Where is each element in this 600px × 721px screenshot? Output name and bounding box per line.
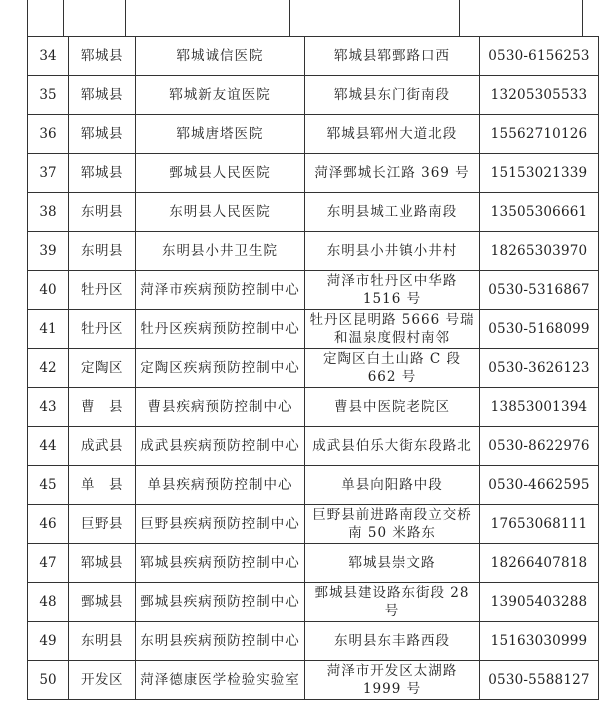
table-row [28, 37, 599, 76]
phone-cell: 0530-4662595 [480, 466, 599, 505]
table-row [28, 349, 599, 388]
institution-cell: 菏泽德康医学检验实验室 [136, 661, 305, 700]
row-number-cell: 39 [28, 232, 69, 271]
row-number-cell: 37 [28, 154, 69, 193]
address-cell: 单县向阳路中段 [305, 466, 480, 505]
table-row [28, 466, 599, 505]
row-number-cell: 43 [28, 388, 69, 427]
institution-cell: 东明县小井卫生院 [136, 232, 305, 271]
address-cell: 东明县小井镇小井村 [305, 232, 480, 271]
table-row [28, 310, 599, 349]
address-cell: 郓城县崇文路 [305, 544, 480, 583]
row-number-cell: 44 [28, 427, 69, 466]
table-row [28, 232, 599, 271]
county-cell: 郓城县 [69, 544, 136, 583]
table-row [28, 388, 599, 427]
phone-cell: 13505306661 [480, 193, 599, 232]
county-cell: 曹 县 [69, 388, 136, 427]
county-cell: 牡丹区 [69, 310, 136, 349]
institution-cell: 郓城新友谊医院 [136, 76, 305, 115]
row-number-cell: 48 [28, 583, 69, 622]
institution-cell: 东明县人民医院 [136, 193, 305, 232]
phone-cell: 0530-8622976 [480, 427, 599, 466]
table-row [28, 661, 599, 700]
address-cell: 鄄城县建设路东街段 28 号 [305, 583, 480, 622]
county-cell: 开发区 [69, 661, 136, 700]
county-cell: 郓城县 [69, 115, 136, 154]
row-number-cell: 46 [28, 505, 69, 544]
row-number-cell: 38 [28, 193, 69, 232]
institution-cell: 定陶区疾病预防控制中心 [136, 349, 305, 388]
table-row [28, 115, 599, 154]
table-row [28, 622, 599, 661]
county-cell: 成武县 [69, 427, 136, 466]
address-cell: 东明县城工业路南段 [305, 193, 480, 232]
county-cell: 单 县 [69, 466, 136, 505]
phone-cell: 18265303970 [480, 232, 599, 271]
row-number-cell: 36 [28, 115, 69, 154]
address-cell: 成武县伯乐大街东段路北 [305, 427, 480, 466]
table-row [28, 76, 599, 115]
row-number-cell: 45 [28, 466, 69, 505]
county-cell: 巨野县 [69, 505, 136, 544]
institution-cell: 郓城唐塔医院 [136, 115, 305, 154]
phone-cell: 15153021339 [480, 154, 599, 193]
county-cell: 郓城县 [69, 76, 136, 115]
table-row [28, 427, 599, 466]
county-cell: 郓城县 [69, 37, 136, 76]
institution-cell: 曹县疾病预防控制中心 [136, 388, 305, 427]
address-cell: 郓城县郓州大道北段 [305, 115, 480, 154]
table-body [28, 37, 599, 700]
phone-cell: 15562710126 [480, 115, 599, 154]
phone-cell: 15163030999 [480, 622, 599, 661]
phone-cell: 18266407818 [480, 544, 599, 583]
address-cell: 郓城县郓鄄路口西 [305, 37, 480, 76]
institution-cell: 鄄城县疾病预防控制中心 [136, 583, 305, 622]
address-cell: 菏泽市牡丹区中华路 1516 号 [305, 271, 480, 310]
institution-cell: 巨野县疾病预防控制中心 [136, 505, 305, 544]
phone-cell: 13853001394 [480, 388, 599, 427]
county-cell: 东明县 [69, 622, 136, 661]
county-cell: 定陶区 [69, 349, 136, 388]
phone-cell: 17653068111 [480, 505, 599, 544]
phone-cell: 13205305533 [480, 76, 599, 115]
institution-cell: 东明县疾病预防控制中心 [136, 622, 305, 661]
row-number-cell: 47 [28, 544, 69, 583]
phone-cell: 0530-5316867 [480, 271, 599, 310]
institution-cell: 郓城县疾病预防控制中心 [136, 544, 305, 583]
county-cell: 东明县 [69, 193, 136, 232]
row-number-cell: 49 [28, 622, 69, 661]
county-cell: 东明县 [69, 232, 136, 271]
row-number-cell: 42 [28, 349, 69, 388]
table-top-continuation [27, 0, 583, 36]
table-row [28, 271, 599, 310]
county-cell: 牡丹区 [69, 271, 136, 310]
institution-cell: 单县疾病预防控制中心 [136, 466, 305, 505]
address-cell: 定陶区白土山路 C 段 662 号 [305, 349, 480, 388]
address-cell: 东明县东丰路西段 [305, 622, 480, 661]
county-cell: 郓城县 [69, 154, 136, 193]
row-number-cell: 35 [28, 76, 69, 115]
row-number-cell: 34 [28, 37, 69, 76]
table-row [28, 505, 599, 544]
institution-cell: 成武县疾病预防控制中心 [136, 427, 305, 466]
county-cell: 鄄城县 [69, 583, 136, 622]
table-row [28, 193, 599, 232]
institution-cell: 牡丹区疾病预防控制中心 [136, 310, 305, 349]
phone-cell: 0530-5588127 [480, 661, 599, 700]
address-cell: 牡丹区昆明路 5666 号瑞和温泉度假村南邻 [305, 310, 480, 349]
row-number-cell: 40 [28, 271, 69, 310]
table-row [28, 544, 599, 583]
testing-institutions-table [27, 36, 599, 700]
table-row [28, 583, 599, 622]
phone-cell: 0530-6156253 [480, 37, 599, 76]
phone-cell: 0530-3626123 [480, 349, 599, 388]
institution-cell: 鄄城县人民医院 [136, 154, 305, 193]
address-cell: 曹县中医院老院区 [305, 388, 480, 427]
address-cell: 巨野县前进路南段立交桥南 50 米路东 [305, 505, 480, 544]
address-cell: 菏泽市开发区太湖路 1999 号 [305, 661, 480, 700]
institution-cell: 菏泽市疾病预防控制中心 [136, 271, 305, 310]
row-number-cell: 50 [28, 661, 69, 700]
phone-cell: 13905403288 [480, 583, 599, 622]
institution-cell: 郓城诚信医院 [136, 37, 305, 76]
address-cell: 郓城县东门街南段 [305, 76, 480, 115]
address-cell: 菏泽鄄城长江路 369 号 [305, 154, 480, 193]
table-row [28, 154, 599, 193]
phone-cell: 0530-5168099 [480, 310, 599, 349]
row-number-cell: 41 [28, 310, 69, 349]
